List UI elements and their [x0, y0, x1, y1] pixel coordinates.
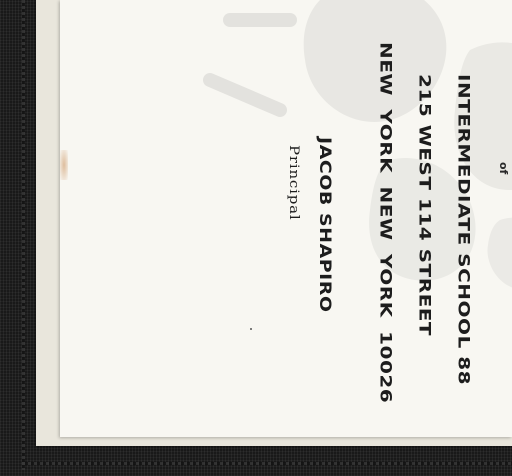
- street-address: 215 WEST 114 STREET: [415, 74, 435, 337]
- binder-stitching-left: [22, 0, 25, 470]
- binder-stitching-bottom: [22, 462, 512, 465]
- partial-top-text: of: [497, 162, 510, 175]
- paper-stain: [60, 150, 68, 180]
- city-state-zip: NEW YORK NEW YORK 10026: [376, 42, 396, 404]
- principal-title: Principal: [286, 145, 302, 221]
- school-name: INTERMEDIATE SCHOOL 88: [454, 74, 474, 386]
- ink-speck: [250, 328, 252, 330]
- letterhead-text-block: [252, 42, 492, 404]
- principal-name: JACOB SHAPIRO: [315, 137, 334, 313]
